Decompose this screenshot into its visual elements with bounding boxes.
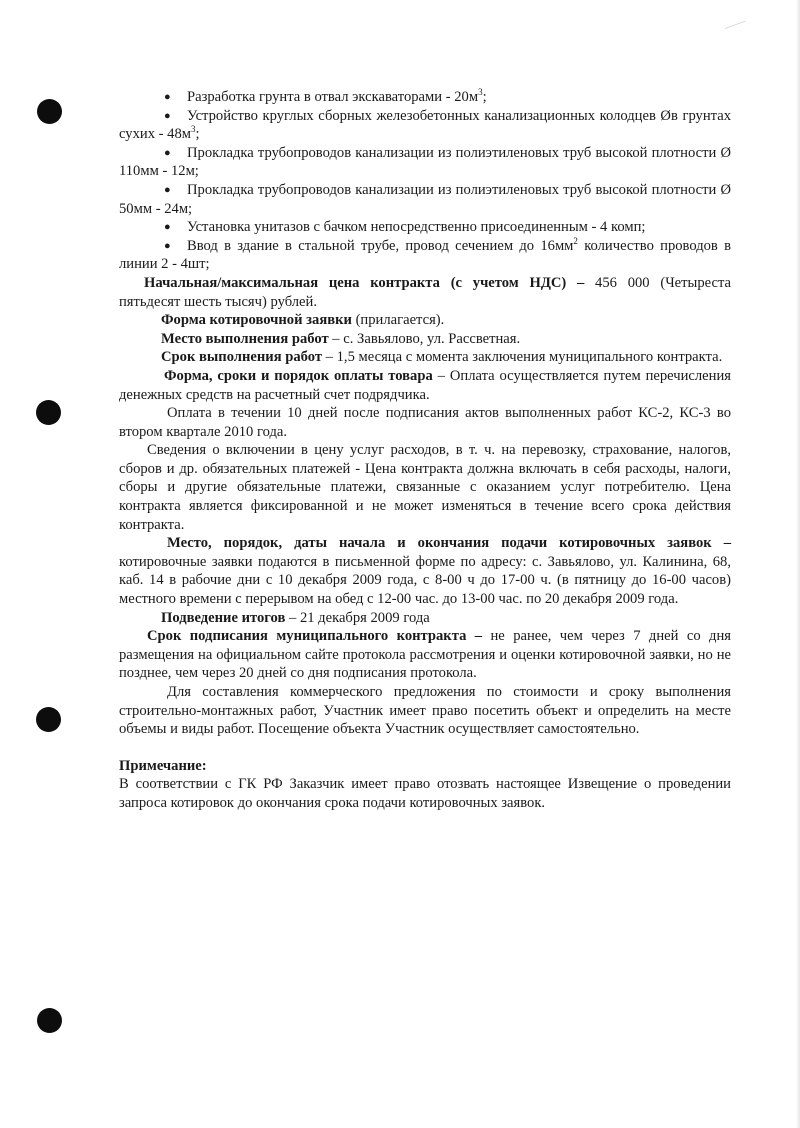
price-paragraph [119,274,731,311]
punctuation: ; [482,89,487,105]
form-text: (прилагается). [351,312,445,329]
bullet-icon: ● [164,183,171,196]
list-item-text: Разработка грунта в отвал экскаваторами - 20м [187,89,479,105]
submission-label: Место, порядок, даты начала и окончания подачи котировочных заявок – [167,535,731,552]
list-item [119,218,731,237]
form-paragraph [119,311,731,330]
note-label: Примечание: [119,757,207,774]
list-item [119,181,731,218]
document-body [119,88,731,813]
term-label: Срок выполнения работ [161,349,323,366]
visit-paragraph: Для составления коммерческого предложения по стоимости и сроку выполнения строительно-монтажных работ, Участник имеет право посетить объект и определить на месте объемы и виды работ. Посещение объекта Участник осуществляет самостоятельно. [119,684,731,738]
list-item-text: Установка унитазов с бачком непосредственно присоединенным - 4 комп; [187,219,646,236]
price-label: Начальная/максимальная цена контракта (с учетом НДС) – [144,274,585,291]
signing-paragraph [119,627,731,683]
punch-hole [37,1008,62,1033]
payment-label: Форма, сроки и порядок оплаты товара [164,367,433,384]
payment-paragraph [119,367,731,404]
superscript: 3 [190,124,196,135]
note-text: В соответствии с ГК РФ Заказчик имеет право отозвать настоящее Извещение о проведении запроса котировок до окончания срока подачи котировочных заявок. [119,776,731,811]
page-edge-shadow [796,0,800,1128]
results-text: – 21 декабря 2009 года [285,609,430,626]
list-item-text: Ввод в здание в стальной трубе, провод сечением до 16мм [187,237,574,254]
bullet-icon: ● [164,109,171,122]
list-item-text: Прокладка трубопроводов канализации из полиэтиленовых труб высокой плотности Ø 110мм - 12м; [119,144,731,180]
submission-text: котировочные заявки подаются в письменной форме по адресу: с. Завьялово, ул. Калинина, 68, каб. 14 в рабочие дни с 10 декабря 2009 года, с 8-00 ч до 17-00 ч. (в пятницу до 16-00 часов) местного времени с перерывом на обед с 12-00 час. до 13-00 час. по 20 декабря 2009 года. [119,553,731,608]
list-item-text: количество проводов в линии 2 - 4шт; [119,237,731,273]
term-text: – 1,5 месяца с момента заключения муниципального контракта. [322,349,723,366]
payment-detail: Оплата в течении 10 дней после подписания актов выполненных работ КС-2, КС-3 во втором квартале 2010 года. [119,405,731,440]
list-item [119,88,731,107]
spacer [119,739,731,757]
list-item-text: Устройство круглых сборных железобетонных канализационных колодцев Øв грунтах сухих - 48м [119,107,731,143]
place-label: Место выполнения работ [161,330,329,347]
list-item-text: Прокладка трубопроводов канализации из полиэтиленовых труб высокой плотности Ø 50мм - 24м; [119,181,731,217]
submission-paragraph [119,534,731,608]
form-label: Форма котировочной заявки [161,312,352,329]
results-paragraph [119,609,731,628]
punch-hole [37,99,62,124]
punch-hole [36,400,61,425]
term-paragraph [119,348,731,367]
scan-mark [725,21,749,39]
signing-text: не ранее, чем через 7 дней со дня размещения на официальном сайте протокола рассмотрения и оценки котировочной заявки, но не позднее, чем через 20 дней со дня подписания протокола. [119,628,731,682]
superscript: 2 [573,235,578,246]
results-label: Подведение итогов [161,609,286,626]
punctuation: ; [195,126,200,143]
costs-paragraph: Сведения о включении в цену услуг расходов, в т. ч. на перевозку, страхование, налогов, сборов и др. обязательных платежей - Цена контракта должна включать в себя расходы, налоги, сборы и другие обязательные платежи, связанные с оказанием услуг потребителю. Цена контракта является фиксированной и не может изменяться в течение всего срока действия контракта. [119,442,731,533]
price-text: 456 000 (Четыреста пятьдесят шесть тысяч) рублей. [119,274,731,310]
place-paragraph [119,330,731,349]
bullet-icon: ● [164,91,171,103]
list-item [119,144,731,181]
list-item [119,107,731,144]
superscript: 3 [478,87,483,98]
payment-text: – Оплата осуществляется путем перечисления денежных средств на расчетный счет подрядчика. [119,367,731,403]
punch-hole [36,707,61,732]
bullet-icon: ● [164,221,171,234]
bullet-icon: ● [164,239,171,252]
place-text: – с. Завьялово, ул. Рассветная. [328,330,521,347]
list-item [119,237,731,274]
signing-label: Срок подписания муниципального контракта – [147,628,483,645]
bullet-icon: ● [164,146,171,159]
